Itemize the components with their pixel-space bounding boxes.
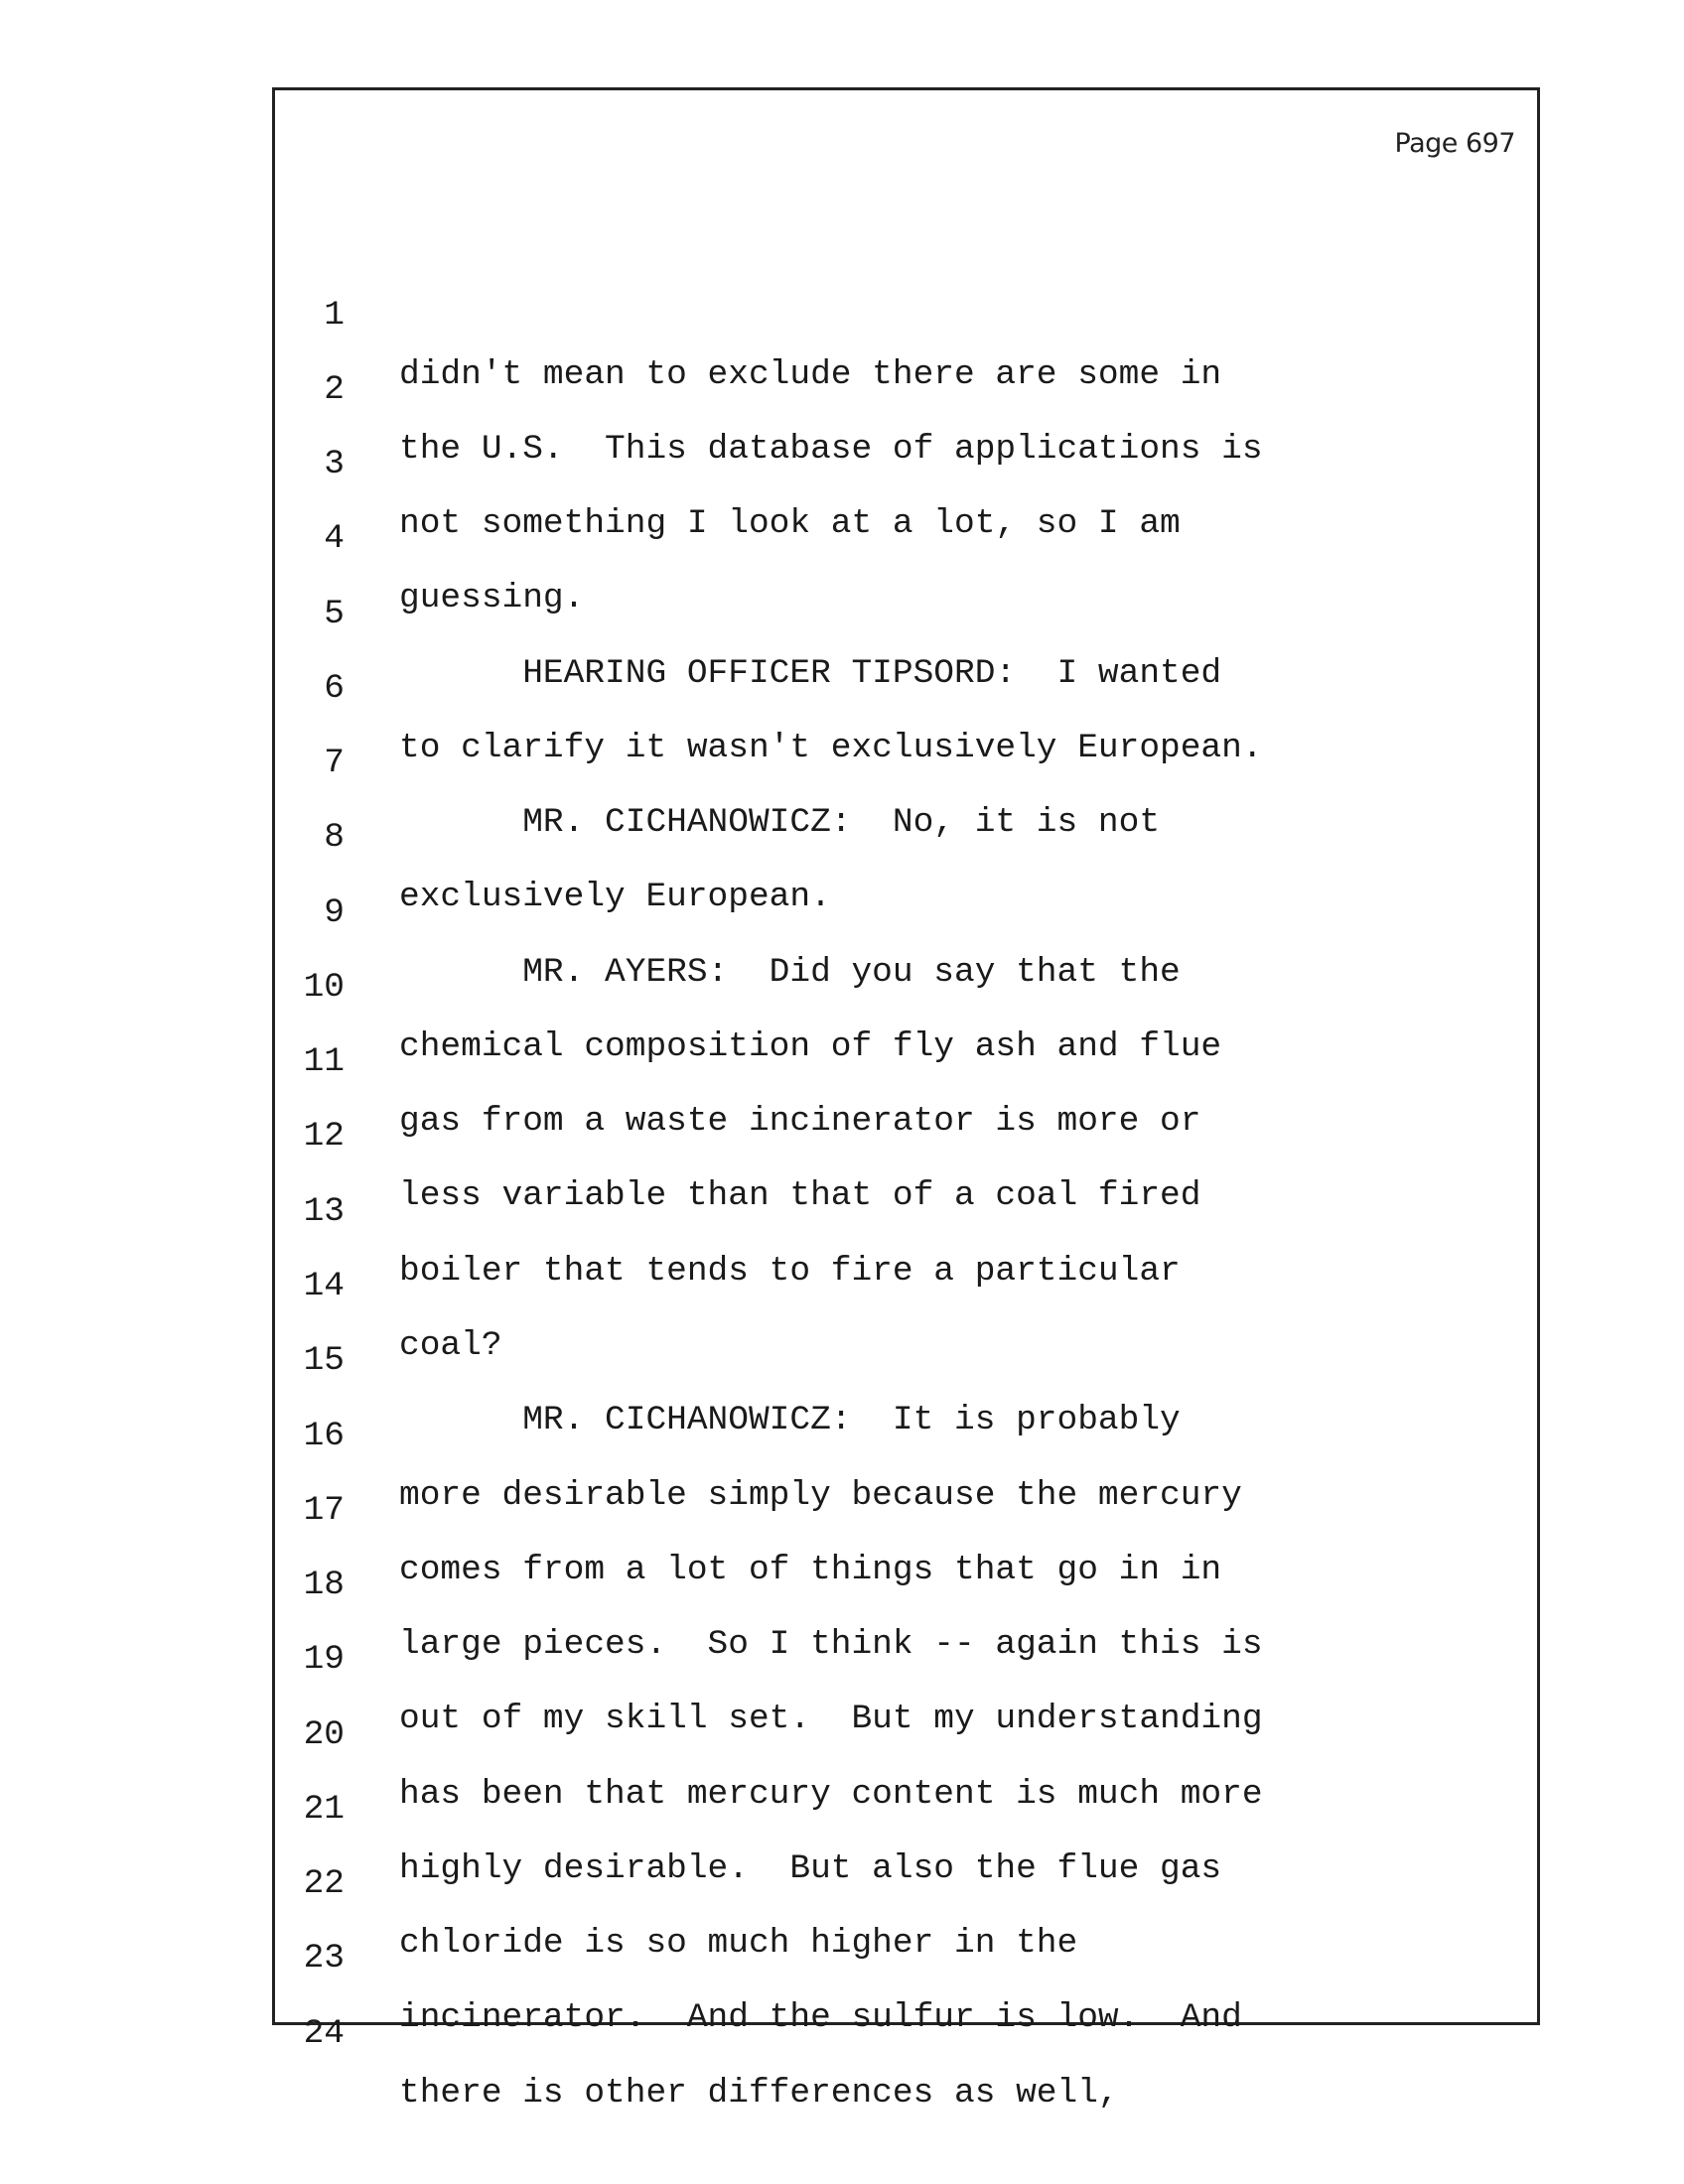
line-number: 1: [324, 296, 345, 335]
line-number: 19: [303, 1640, 345, 1679]
line-number: 16: [303, 1417, 345, 1455]
line-number: 11: [303, 1042, 345, 1081]
page-number: Page 697: [1394, 128, 1515, 159]
line-text: MR. CICHANOWICZ: No, it is not: [399, 803, 1161, 842]
line-text: the U.S. This database of applications is: [399, 430, 1263, 469]
line-number: 18: [303, 1566, 345, 1604]
line-text: chemical composition of fly ash and flue: [399, 1027, 1222, 1066]
line-number: 5: [324, 595, 345, 633]
line-number: 3: [324, 445, 345, 483]
line-number: 14: [303, 1267, 345, 1305]
line-text: large pieces. So I think -- again this is: [399, 1625, 1263, 1664]
line-text: boiler that tends to fire a particular: [399, 1252, 1181, 1291]
line-text: HEARING OFFICER TIPSORD: I wanted: [399, 654, 1222, 693]
line-number: 17: [303, 1491, 345, 1530]
transcript-line: [275, 226, 1222, 394]
line-text: exclusively European.: [399, 878, 831, 916]
line-text: highly desirable. But also the flue gas: [399, 1849, 1222, 1888]
line-number: 20: [303, 1715, 345, 1754]
line-text: has been that mercury content is much more: [399, 1775, 1263, 1814]
line-text: out of my skill set. But my understanding: [399, 1700, 1263, 1738]
line-number: 24: [303, 2014, 345, 2053]
line-text: didn't mean to exclude there are some in: [399, 355, 1222, 394]
line-number: 6: [324, 669, 345, 708]
line-number: 21: [303, 1790, 345, 1829]
line-text: more desirable simply because the mercury: [399, 1476, 1242, 1515]
line-text: MR. AYERS: Did you say that the: [399, 953, 1181, 992]
line-text: to clarify it wasn't exclusively European.: [399, 729, 1263, 767]
line-text: comes from a lot of things that go in in: [399, 1551, 1222, 1589]
line-number: 12: [303, 1117, 345, 1156]
line-text: less variable than that of a coal fired: [399, 1176, 1201, 1215]
line-number: 9: [324, 893, 345, 932]
line-text: gas from a waste incinerator is more or: [399, 1102, 1201, 1141]
line-text: there is other differences as well,: [399, 2074, 1119, 2113]
transcript-page: [272, 87, 1540, 2113]
line-number: 15: [303, 1341, 345, 1380]
line-number: 4: [324, 519, 345, 558]
line-number: 7: [324, 744, 345, 782]
line-text: chloride is so much higher in the: [399, 1924, 1078, 1963]
line-number: 22: [303, 1864, 345, 1903]
line-number: 23: [303, 1939, 345, 1978]
line-text: coal?: [399, 1326, 502, 1365]
line-number: 13: [303, 1192, 345, 1231]
transcript-line: [275, 450, 585, 617]
line-number: 8: [324, 818, 345, 857]
line-text: incinerator. And the sulfur is low. And: [399, 1998, 1242, 2037]
line-text: guessing.: [399, 579, 585, 617]
line-number: 2: [324, 370, 345, 409]
line-number: 10: [303, 968, 345, 1007]
line-text: MR. CICHANOWICZ: It is probably: [399, 1401, 1181, 1439]
line-text: not something I look at a lot, so I am: [399, 504, 1181, 543]
